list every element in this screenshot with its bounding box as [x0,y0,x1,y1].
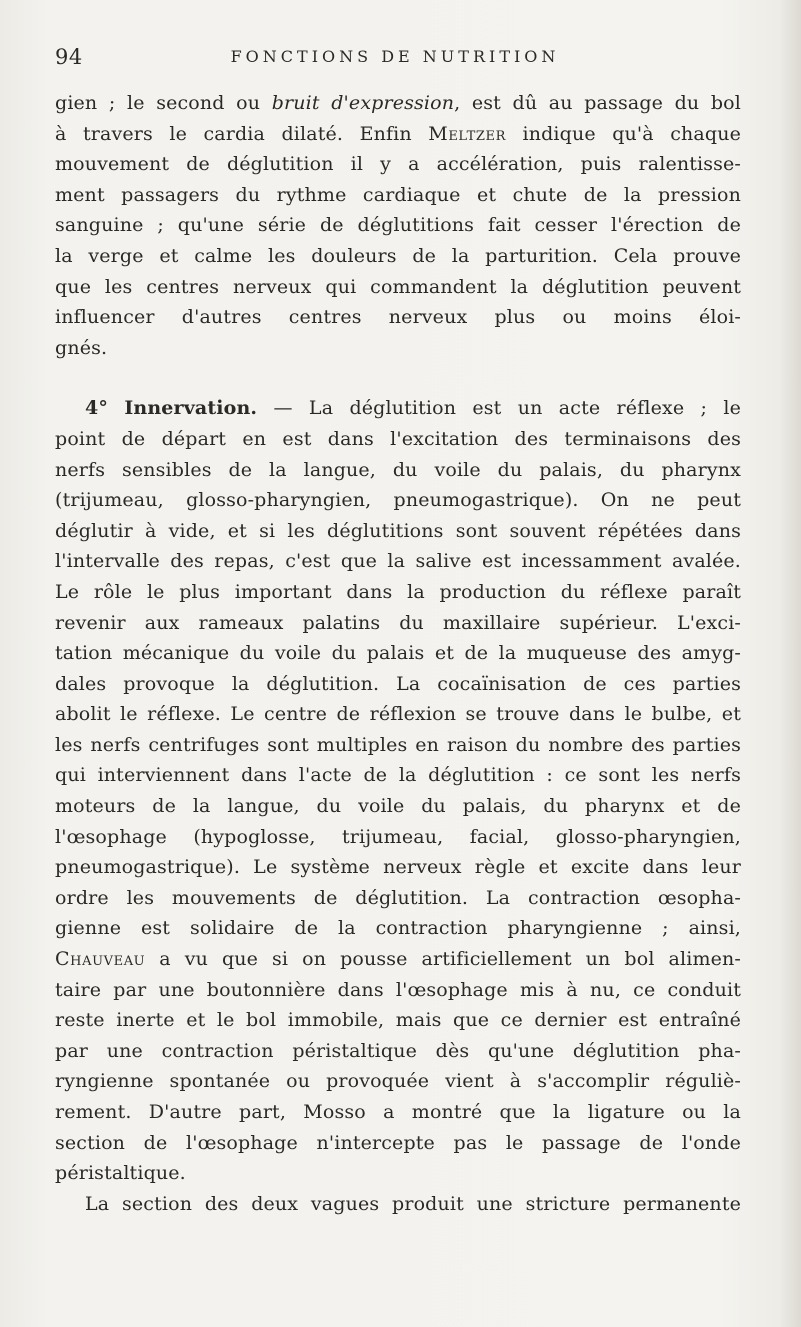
text-fragment: — La déglutition est un acte réflexe ; le [257,397,741,420]
text-line: par une contraction péristaltique dès qu'une déglutition pha- [55,1039,741,1062]
text-line: les nerfs centrifuges sont multiples en raison du nombre des parties [55,733,741,756]
text-line: déglutir à vide, et si les déglutitions sont souvent répétées dans [55,519,741,542]
text-line: tation mécanique du voile du palais et de la muqueuse des amyg- [55,642,741,665]
text-line: la verge et calme les douleurs de la parturition. Cela prouve [55,244,741,267]
section-heading: Innervation. [124,397,258,420]
text-line: point de départ en est dans l'excitation des terminaisons des [55,427,741,450]
text-line: moteurs de la langue, du voile du palais, du pharynx et de [55,795,741,818]
text-line: Le rôle le plus important dans la production du réflexe paraît [55,580,741,603]
text-line: rement. D'autre part, Mosso a montré que la ligature ou la [55,1101,741,1123]
text-line: reste inerte et le bol immobile, mais que ce dernier est entraîné [55,1009,741,1032]
text-line: ordre les mouvements de déglutition. La contraction œsopha- [55,886,741,909]
text-fragment: indique qu'à chaque [505,122,741,145]
text-line: l'intervalle des repas, c'est que la salive est incessamment avalée. [55,550,741,573]
page-edge-shadow [779,0,801,1327]
text-line: La section des deux vagues produit une stricture permanente [85,1192,741,1215]
text-line: mouvement de déglutition il y a accélération, puis ralentisse- [55,153,741,176]
text-line: influencer d'autres centres nerveux plus ou moins éloi- [55,306,741,329]
section-number: 4° [85,397,109,420]
page-header [55,45,735,73]
text-line [55,119,741,150]
text-line: qui interviennent dans l'acte de la déglutition : ce sont les nerfs [55,764,741,787]
text-line: (trijumeau, glosso-pharyngien, pneumogastrique). On ne peut [55,489,741,512]
paragraph-gap [55,363,741,393]
text-line: l'œsophage (hypoglosse, trijumeau, facial, glosso-pharyngien, [55,825,741,848]
italic-term: bruit d'expression [271,92,455,114]
author-name: Chauveau [55,948,146,971]
text-line: ment passagers du rythme cardiaque et chute de la pression [55,183,741,206]
text-line: pneumogastrique). Le système nerveux règle et excite dans leur [55,856,741,879]
text-line: taire par une boutonnière dans l'œsophage mis à nu, ce conduit [55,978,741,1001]
section-heading-line [55,393,741,424]
text-line: abolit le réflexe. Le centre de réflexion se trouve dans le bulbe, et [55,703,741,726]
text-line: revenir aux rameaux palatins du maxillaire supérieur. L'exci- [55,611,741,634]
text-line: ryngienne spontanée ou provoquée vient à s'accomplir réguliè- [55,1070,741,1093]
page-number: 94 [55,45,83,69]
text-line: gienne est solidaire de la contraction pharyngienne ; ainsi, [55,917,741,940]
text-line: gnés. [55,336,108,359]
text-line: section de l'œsophage n'intercepte pas le passage de l'onde [55,1131,741,1154]
text-fragment: gien ; le second ou [55,92,272,114]
text-fragment: , est dû au passage du bol [454,92,741,114]
running-head: FONCTIONS DE NUTRITION [230,47,560,66]
text-line [55,944,741,975]
text-line: nerfs sensibles de la langue, du voile du palais, du pharynx [55,458,741,481]
author-name: Meltzer [428,122,506,145]
text-line: sanguine ; qu'une série de déglutitions fait cesser l'érection de [55,214,741,237]
text-line: péristaltique. [55,1162,186,1185]
text-line: dales provoque la déglutition. La cocaïnisation de ces parties [55,672,741,695]
text-line: que les centres nerveux qui commandent la déglutition peuvent [55,275,741,298]
body-text [55,88,741,1219]
text-fragment: à travers le cardia dilaté. Enfin [55,122,429,145]
text-line [55,88,741,119]
text-fragment: a vu que si on pousse artificiellement un bol alimen- [145,948,741,971]
